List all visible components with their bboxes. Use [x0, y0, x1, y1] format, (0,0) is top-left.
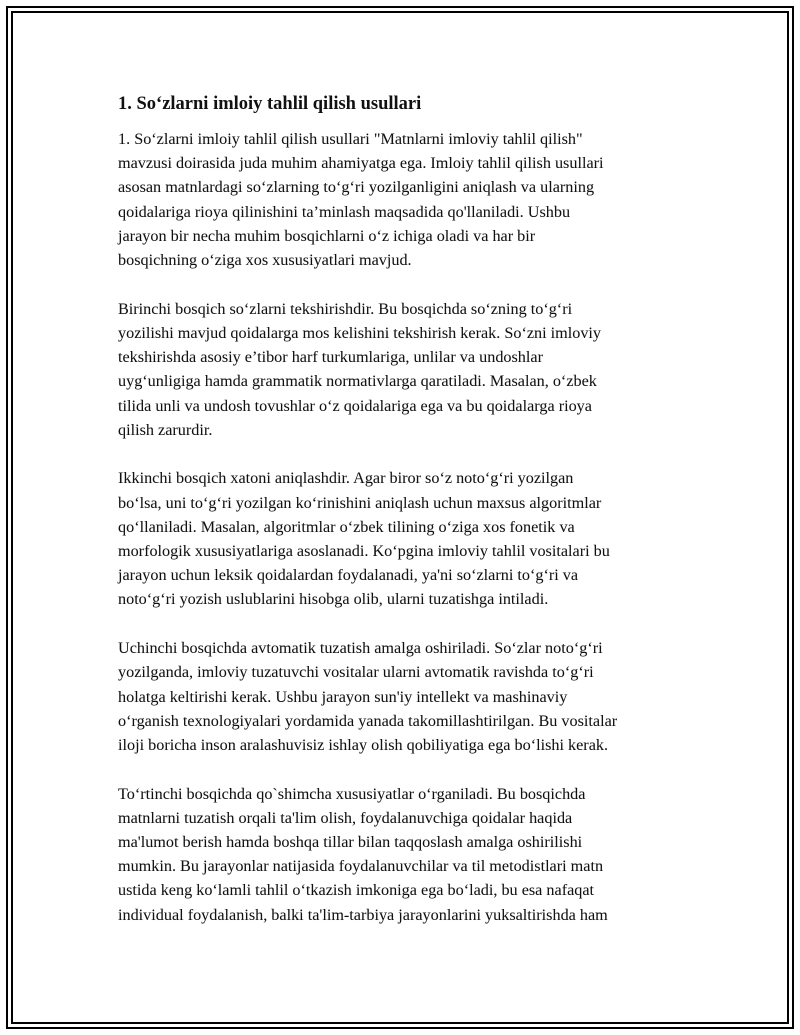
text-line: yozilishi mavjud qoidalarga mos kelishini tekshirish kerak. So‘zni imloviy — [118, 323, 602, 342]
text-line: holatga keltirishi kerak. Ushbu jarayon sun'iy intellekt va mashinaviy — [118, 687, 568, 706]
text-line: qoidalariga rioya qilinishini ta’minlash maqsadida qo'llaniladi. Ushbu — [118, 202, 571, 221]
document-body — [118, 90, 693, 927]
text-line: uyg‘unligiga hamda grammatik normativlarga qaratiladi. Masalan, o‘zbek — [118, 372, 597, 391]
text-line: tekshirishda asosiy e’tibor harf turkumlariga, unlilar va undoshlar — [118, 348, 543, 367]
text-line: To‘rtinchi bosqichda qo`shimcha xususiyatlar o‘rganiladi. Bu bosqichda — [118, 784, 586, 803]
paragraph-intro — [118, 127, 693, 272]
text-line: jarayon uchun leksik qoidalardan foydalanadi, ya'ni so‘zlarni to‘g‘ri va — [118, 566, 579, 585]
text-line: qo‘llaniladi. Masalan, algoritmlar o‘zbek tilining o‘ziga xos fonetik va — [118, 517, 575, 536]
text-line: mavzusi doirasida juda muhim ahamiyatga ega. Imloiy tahlil qilish usullari — [118, 154, 604, 173]
text-line: yozilganda, imloviy tuzatuvchi vositalar ularni avtomatik ravishda to‘g‘ri — [118, 663, 594, 682]
text-line: iloji boricha inson aralashuvisiz ishlay olish qobiliyatiga ega bo‘lishi kerak. — [118, 735, 609, 754]
text-line: mumkin. Bu jarayonlar natijasida foydalanuvchilar va til metodistlari matn — [118, 857, 604, 876]
text-line: Birinchi bosqich so‘zlarni tekshirishdir. Bu bosqichda so‘zning to‘g‘ri — [118, 299, 573, 318]
text-line: bosqichning o‘ziga xos xususiyatlari mavjud. — [118, 251, 412, 270]
text-line: bo‘lsa, uni to‘g‘ri yozilgan ko‘rinishini aniqlash uchun maxsus algoritmlar — [118, 493, 602, 512]
text-line: Ikkinchi bosqich xatoni aniqlashdir. Agar biror so‘z noto‘g‘ri yozilgan — [118, 469, 574, 488]
text-line: ustida keng ko‘lamli tahlil o‘tkazish imkoniga ega bo‘ladi, bu esa nafaqat — [118, 881, 595, 900]
text-line: jarayon bir necha muhim bosqichlarni o‘z ichiga oladi va har bir — [118, 226, 536, 245]
text-line: Uchinchi bosqichda avtomatik tuzatish amalga oshiriladi. So‘zlar noto‘g‘ri — [118, 639, 603, 658]
text-line: asosan matnlardagi so‘zlarning to‘g‘ri yozilganligini aniqlash va ularning — [118, 178, 595, 197]
text-line: 1. So‘zlarni imloiy tahlil qilish usullari "Matnlarni imloviy tahlil qilish" — [118, 130, 583, 148]
text-line: morfologik xususiyatlariga asoslanadi. Ko‘pgina imloviy tahlil vositalari bu — [118, 542, 610, 561]
paragraph-second-stage — [118, 466, 693, 611]
text-line: qilish zarurdir. — [118, 420, 213, 439]
text-line: ma'lumot berish hamda boshqa tillar bilan taqqoslash amalga oshirilishi — [118, 833, 583, 852]
paragraph-first-stage — [118, 297, 693, 442]
text-line: tilida unli va undosh tovushlar o‘z qoidalariga ega va bu qoidalarga rioya — [118, 396, 592, 415]
section-heading: 1. So‘zlarni imloiy tahlil qilish usullari — [118, 94, 422, 114]
text-line: o‘rganish texnologiyalari yordamida yanada takomillashtirilgan. Bu vositalar — [118, 711, 618, 730]
text-line: noto‘g‘ri yozish uslublarini hisobga olib, ularni tuzatishga intiladi. — [118, 590, 549, 609]
text-line: matnlarni tuzatish orqali ta'lim olish, foydalanuvchiga qoidalar haqida — [118, 808, 573, 827]
text-line: individual foydalanish, balki ta'lim-tarbiya jarayonlarini yuksaltirishda ham — [118, 905, 608, 924]
paragraph-fourth-stage — [118, 782, 693, 927]
paragraph-third-stage — [118, 636, 693, 757]
